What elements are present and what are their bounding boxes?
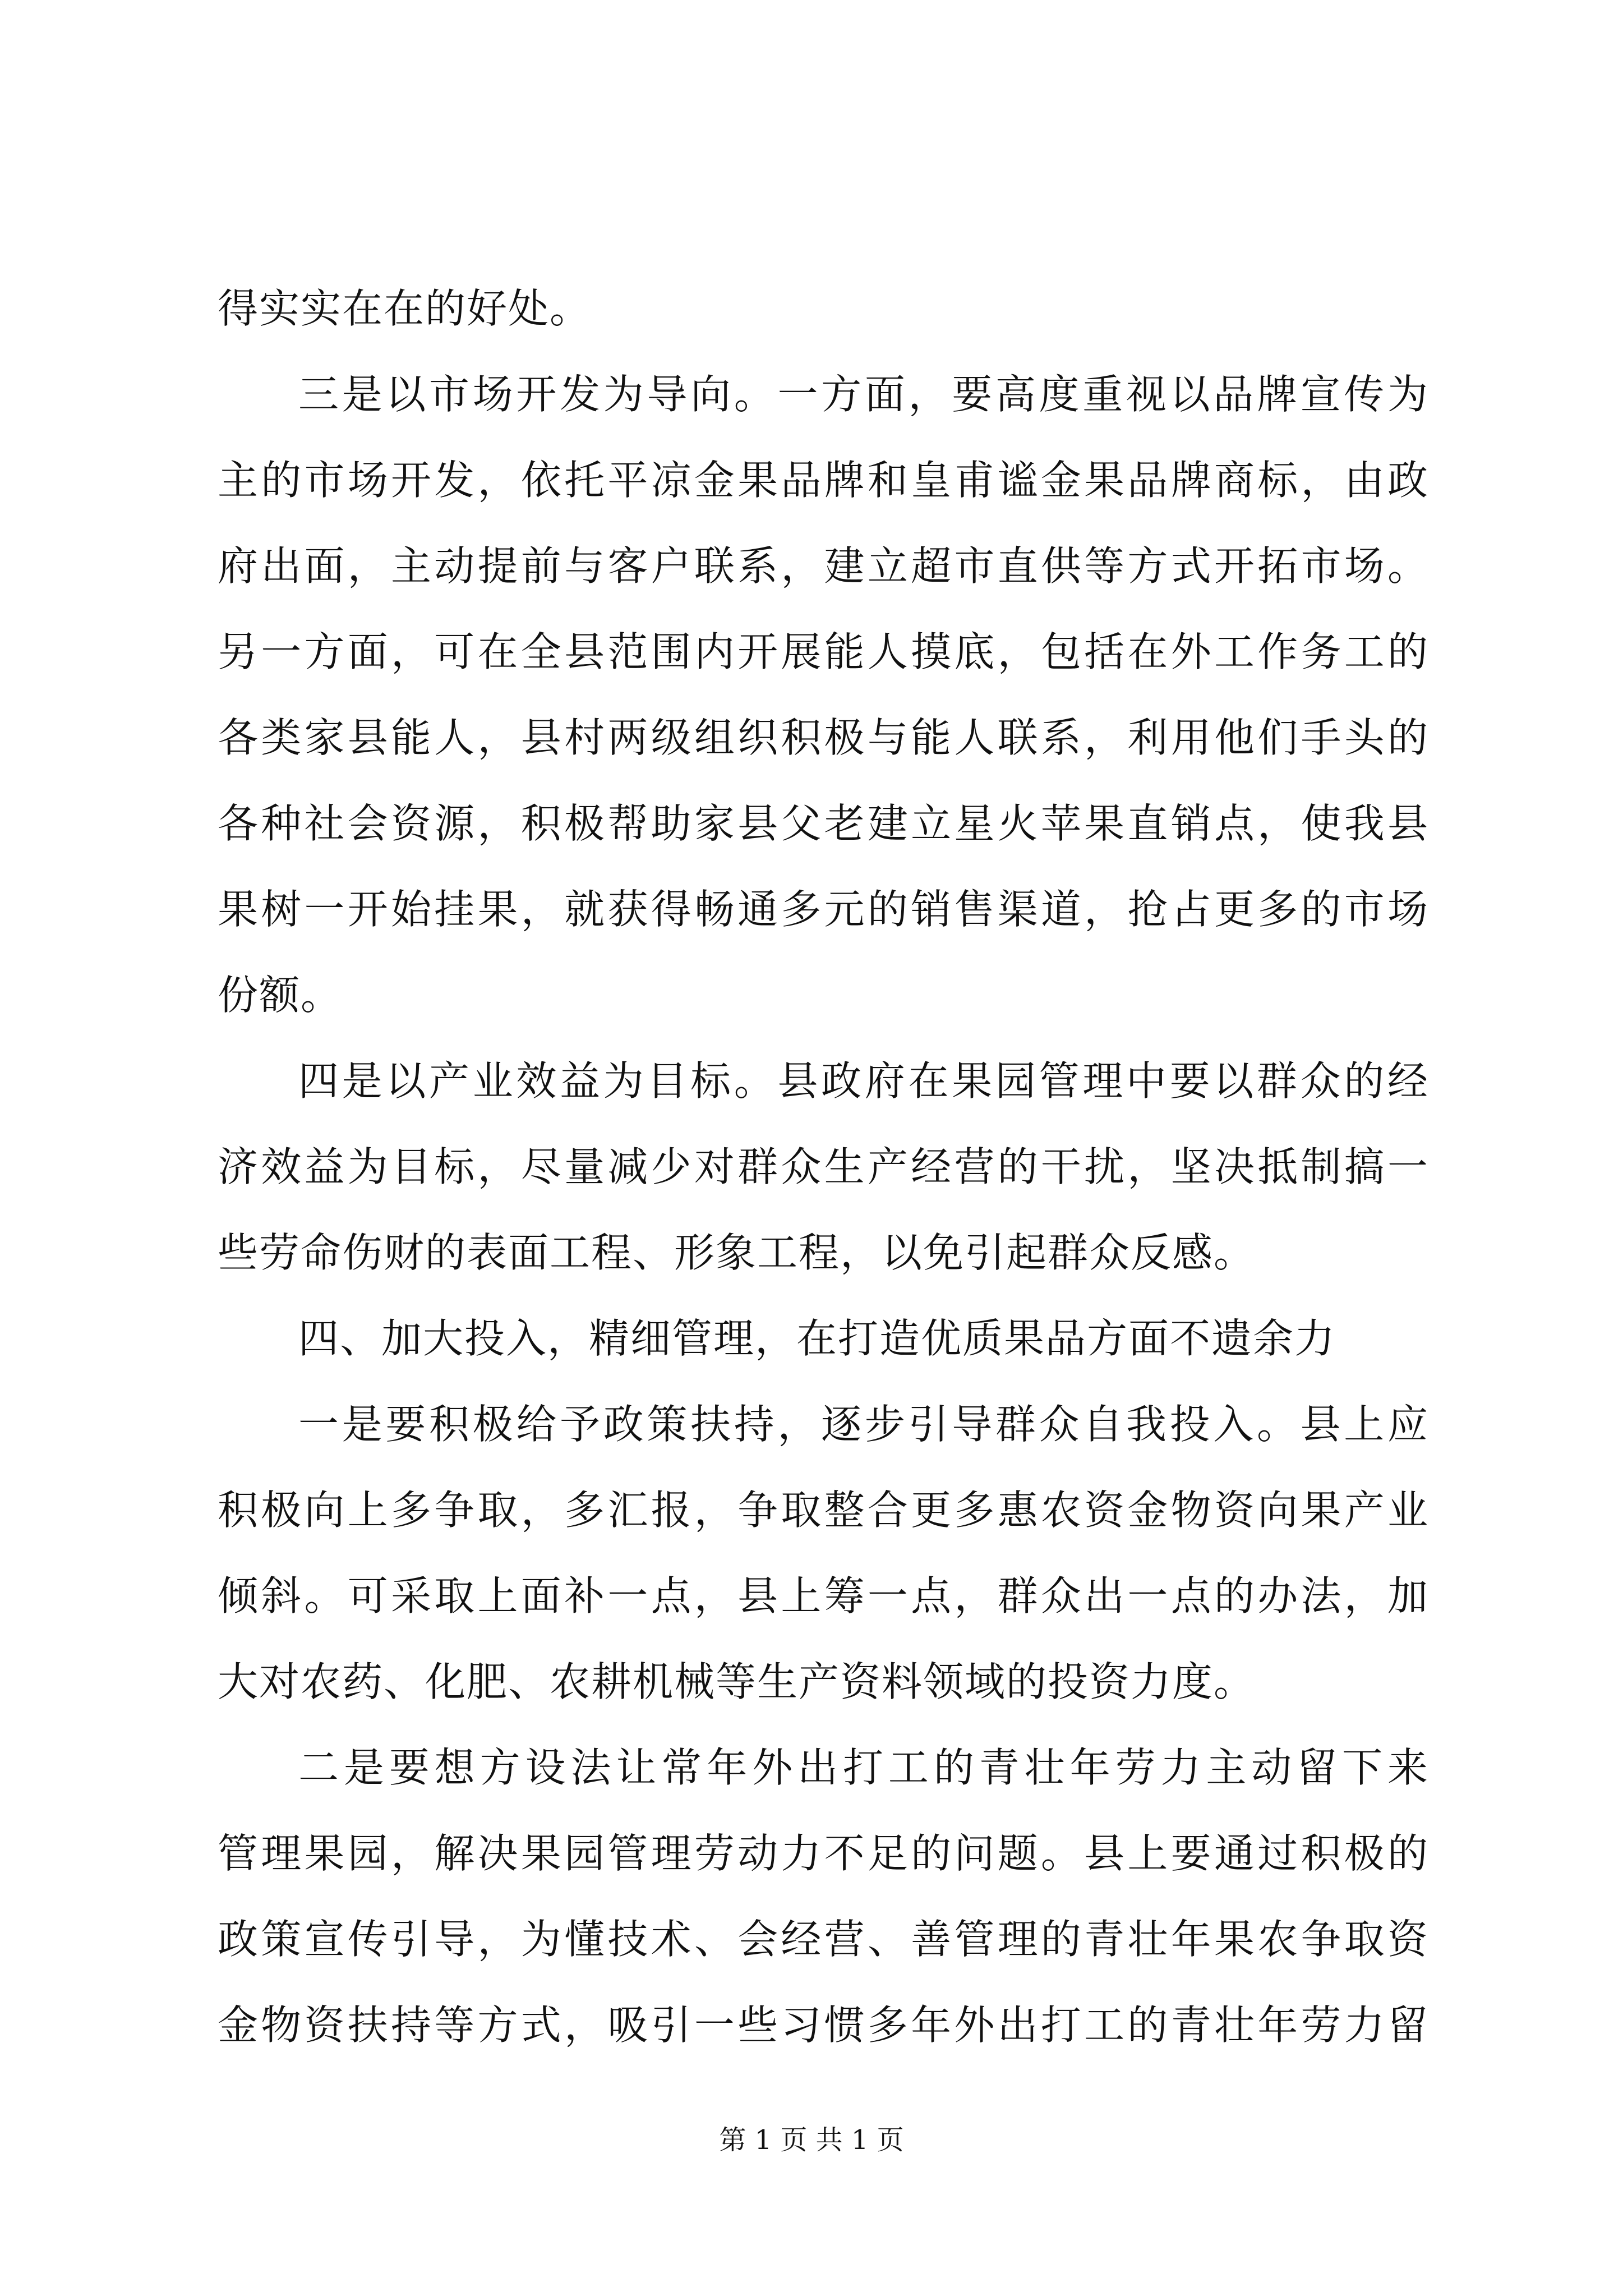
text-line-16: 倾斜。可采取上面补一点，县上筹一点，群众出一点的办法，加 xyxy=(218,1572,1429,1619)
text-line-20: 政策宣传引导，为懂技术、会经营、善管理的青壮年果农争取资 xyxy=(218,1916,1429,1963)
text-line-18: 二是要想方设法让常年外出打工的青壮年劳力主动留下来 xyxy=(298,1744,1429,1791)
text-line-6: 各类家县能人，县村两级组织积极与能人联系，利用他们手头的 xyxy=(218,714,1429,761)
page-footer: 第 1 页 共 1 页 xyxy=(719,2124,904,2156)
text-line-4: 府出面，主动提前与客户联系，建立超市直供等方式开拓市场。 xyxy=(218,542,1429,590)
text-line-21: 金物资扶持等方式，吸引一些习惯多年外出打工的青壮年劳力留 xyxy=(218,2001,1429,2049)
text-line-14: 一是要积极给予政策扶持，逐步引导群众自我投入。县上应 xyxy=(298,1401,1429,1448)
section-heading: 四、加大投入，精细管理，在打造优质果品方面不遗余力 xyxy=(298,1315,1336,1362)
text-line-3: 主的市场开发，依托平凉金果品牌和皇甫谧金果品牌商标，由政 xyxy=(218,457,1429,504)
text-line-15: 积极向上多争取，多汇报，争取整合更多惠农资金物资向果产业 xyxy=(218,1487,1429,1534)
text-line-12: 些劳命伤财的表面工程、形象工程，以免引起群众反感。 xyxy=(218,1229,1256,1276)
text-line-10: 四是以产业效益为目标。县政府在果园管理中要以群众的经 xyxy=(298,1057,1429,1105)
text-line-17: 大对农药、化肥、农耕机械等生产资料领域的投资力度。 xyxy=(218,1658,1256,1705)
text-line-11: 济效益为目标，尽量减少对群众生产经营的干扰，坚决抵制搞一 xyxy=(218,1143,1429,1190)
text-line-19: 管理果园，解决果园管理劳动力不足的问题。县上要通过积极的 xyxy=(218,1830,1429,1877)
text-line-8: 果树一开始挂果，就获得畅通多元的销售渠道，抢占更多的市场 xyxy=(218,886,1429,933)
text-line-9: 份额。 xyxy=(218,972,343,1019)
text-line-7: 各种社会资源，积极帮助家县父老建立星火苹果直销点，使我县 xyxy=(218,800,1429,847)
text-line-5: 另一方面，可在全县范围内开展能人摸底，包括在外工作务工的 xyxy=(218,628,1429,675)
text-line-1: 得实实在在的好处。 xyxy=(218,285,592,332)
text-line-2: 三是以市场开发为导向。一方面，要高度重视以品牌宣传为 xyxy=(298,371,1429,418)
